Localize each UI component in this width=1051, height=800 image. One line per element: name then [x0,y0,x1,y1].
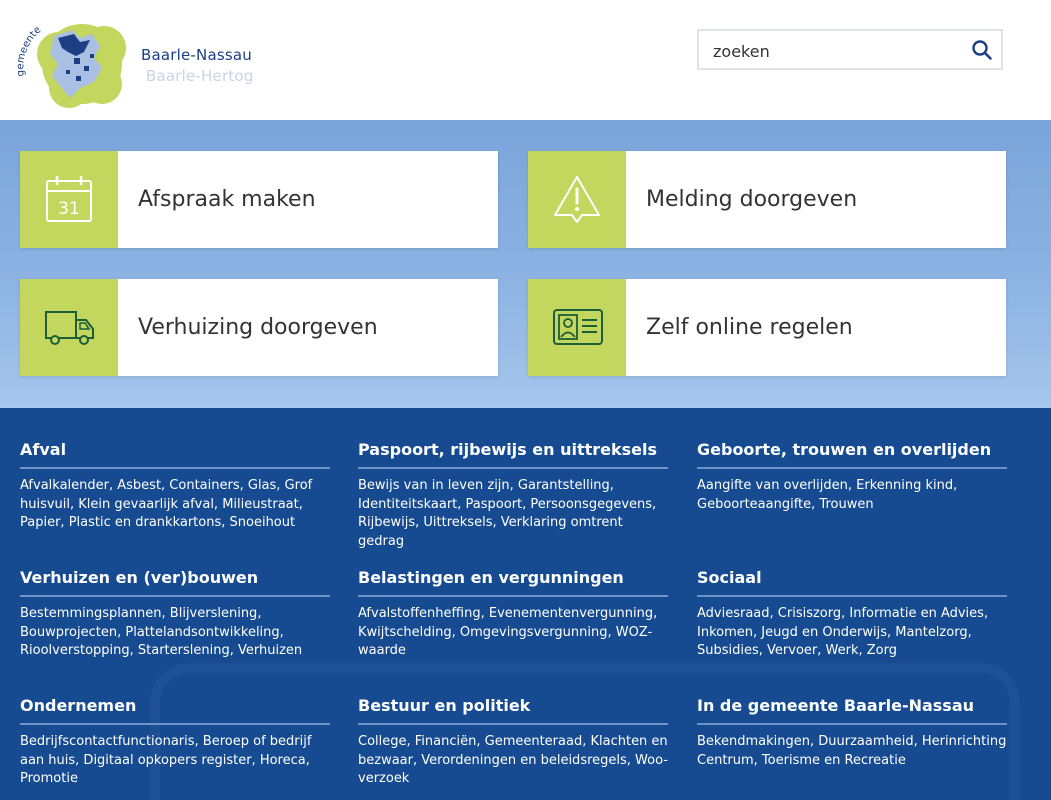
tile-zelf-online-regelen[interactable] [528,279,1006,376]
svg-text:31: 31 [58,199,80,219]
category-sociaal [697,568,1007,661]
tile-label: Zelf online regelen [646,315,853,340]
tile-label: Afspraak maken [138,187,316,212]
category-title[interactable]: Paspoort, rijbewijs en uittreksels [358,440,668,469]
category-links[interactable]: Afvalkalender, Asbest, Containers, Glas, Grof huisvuil, Klein gevaarlijk afval, Milieustraat, Papier, Plastic en drankkartons, Snoeihout [20,478,313,530]
municipality-logo[interactable] [14,6,134,114]
category-paspoort [358,440,668,551]
category-title[interactable]: Afval [20,440,330,469]
category-afval [20,440,330,533]
logo-name-nassau: Baarle-Nassau [141,46,252,64]
tile-melding-doorgeven[interactable] [528,151,1006,248]
site-header [0,0,1051,120]
category-links[interactable]: Bedrijfscontactfunctionaris, Beroep of bedrijf aan huis, Digitaal opkopers register, Horeca, Promotie [20,734,312,786]
category-ondernemen [20,696,330,789]
category-title[interactable]: Belastingen en vergunningen [358,568,668,597]
hero-section [0,120,1051,408]
tile-label: Melding doorgeven [646,187,858,212]
category-links[interactable]: Bewijs van in leven zijn, Garantstelling, Identiteitskaart, Paspoort, Persoonsgegevens, Rijbewijs, Uittreksels, Verklaring omtrent gedrag [358,478,657,549]
truck-icon [20,279,118,376]
category-links[interactable]: Afvalstoffenheffing, Evenementenvergunning, Kwijtschelding, Omgevingsvergunning, WOZ-waarde [358,606,658,658]
category-belastingen [358,568,668,661]
id-card-icon [528,279,626,376]
category-links[interactable]: Aangifte van overlijden, Erkenning kind, Geboorteaangifte, Trouwen [697,478,958,512]
search-input[interactable] [711,39,965,63]
tile-verhuizing-doorgeven[interactable] [20,279,498,376]
category-bestuur [358,696,668,789]
logo-arc-text: gemeente [15,24,44,77]
category-title[interactable]: Bestuur en politiek [358,696,668,725]
category-title[interactable]: Geboorte, trouwen en overlijden [697,440,1007,469]
tile-label: Verhuizing doorgeven [138,315,378,340]
calendar-icon [20,151,118,248]
search-box [697,29,1003,70]
category-title[interactable]: In de gemeente Baarle-Nassau [697,696,1007,725]
category-section [0,408,1051,800]
category-title[interactable]: Ondernemen [20,696,330,725]
category-links[interactable]: Bestemmingsplannen, Blijverslening, Bouwprojecten, Plattelandsontwikkeling, Rioolverstopping, Starterslening, Verhuizen [20,606,303,658]
tile-afspraak-maken[interactable] [20,151,498,248]
category-links[interactable]: Adviesraad, Crisiszorg, Informatie en Advies, Inkomen, Jeugd en Onderwijs, Mantelzorg, Subsidies, Vervoer, Werk, Zorg [697,606,989,658]
category-verhuizen [20,568,330,661]
warning-icon [528,151,626,248]
category-links[interactable]: College, Financiën, Gemeenteraad, Klachten en bezwaar, Verordeningen en beleidsregels, Woo-verzoek [358,734,668,786]
logo-name-hertog: Baarle-Hertog [146,67,254,85]
category-links[interactable]: Bekendmakingen, Duurzaamheid, Herinrichting Centrum, Toerisme en Recreatie [697,734,1007,768]
category-geboorte [697,440,1007,514]
category-title[interactable]: Verhuizen en (ver)bouwen [20,568,330,597]
category-in-de-gemeente [697,696,1007,770]
category-title[interactable]: Sociaal [697,568,1007,597]
search-icon[interactable] [971,39,993,61]
